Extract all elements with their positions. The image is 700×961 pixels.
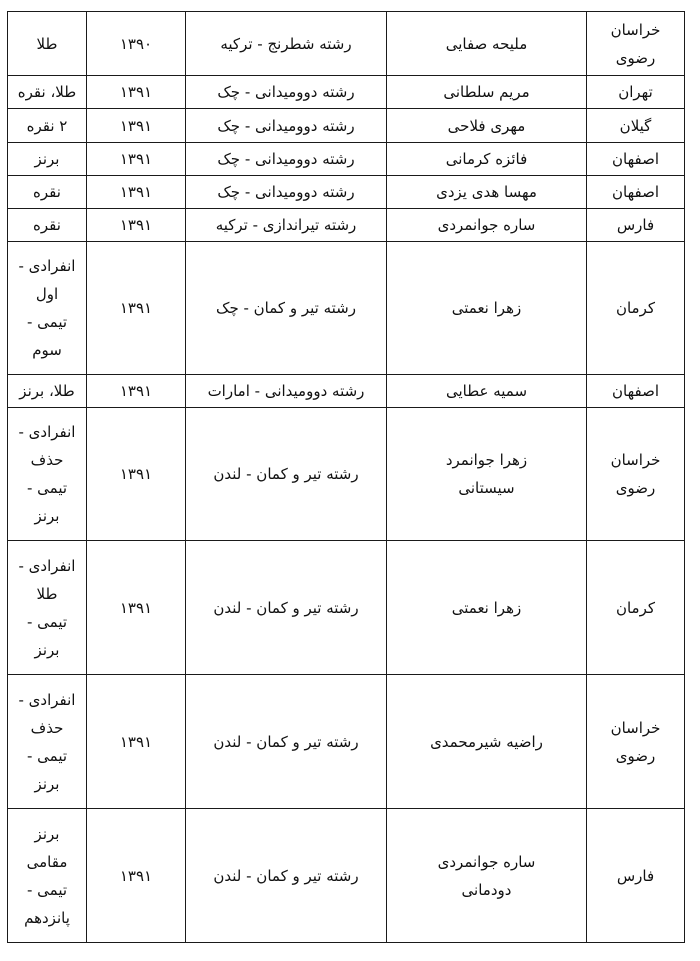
year-cell: ۱۳۹۱ — [87, 109, 186, 143]
athlete-name-cell: سمیه عطایی — [387, 375, 587, 408]
table-row — [8, 809, 685, 943]
province-cell: خراسان رضوی — [587, 675, 685, 809]
province-cell: فارس — [587, 209, 685, 242]
year-cell: ۱۳۹۱ — [87, 242, 186, 375]
athlete-name-cell: ساره جوانمردی — [387, 209, 587, 242]
medal-cell: انفرادی - طلا تیمی - برنز — [8, 541, 87, 675]
athlete-name-cell: ملیحه صفایی — [387, 12, 587, 76]
medal-cell: برنز مقامی تیمی - پانزدهم — [8, 809, 87, 943]
medal-cell: طلا، نقره — [8, 76, 87, 109]
athletes-medal-table — [7, 11, 685, 943]
event-cell: رشته دوومیدانی - چک — [186, 109, 387, 143]
athlete-name-cell: مهری فلاحی — [387, 109, 587, 143]
event-cell: رشته دوومیدانی - امارات — [186, 375, 387, 408]
medal-cell: طلا، برنز — [8, 375, 87, 408]
year-cell: ۱۳۹۱ — [87, 209, 186, 242]
athlete-name-cell: مریم سلطانی — [387, 76, 587, 109]
medal-cell: ۲ نقره — [8, 109, 87, 143]
table-row — [8, 76, 685, 109]
medal-cell: نقره — [8, 209, 87, 242]
medal-cell: انفرادی - حذف تیمی - برنز — [8, 408, 87, 541]
event-cell: رشته دوومیدانی - چک — [186, 176, 387, 209]
event-cell: رشته تیر و کمان - لندن — [186, 809, 387, 943]
table-row — [8, 541, 685, 675]
athlete-name-cell: راضیه شیرمحمدی — [387, 675, 587, 809]
table-row — [8, 12, 685, 76]
province-cell: گیلان — [587, 109, 685, 143]
table-row — [8, 675, 685, 809]
year-cell: ۱۳۹۱ — [87, 143, 186, 176]
province-cell: اصفهان — [587, 176, 685, 209]
province-cell: خراسان رضوی — [587, 408, 685, 541]
year-cell: ۱۳۹۱ — [87, 675, 186, 809]
event-cell: رشته دوومیدانی - چک — [186, 143, 387, 176]
table-row — [8, 375, 685, 408]
year-cell: ۱۳۹۱ — [87, 375, 186, 408]
athlete-name-cell: زهرا نعمتی — [387, 541, 587, 675]
athlete-name-cell: زهرا جوانمرد سیستانی — [387, 408, 587, 541]
event-cell: رشته تیر و کمان - لندن — [186, 541, 387, 675]
table-row — [8, 209, 685, 242]
event-cell: رشته تیر و کمان - چک — [186, 242, 387, 375]
province-cell: کرمان — [587, 242, 685, 375]
event-cell: رشته تیر و کمان - لندن — [186, 675, 387, 809]
province-cell: فارس — [587, 809, 685, 943]
athlete-name-cell: مهسا هدی یزدی — [387, 176, 587, 209]
table-row — [8, 176, 685, 209]
province-cell: خراسان رضوی — [587, 12, 685, 76]
year-cell: ۱۳۹۰ — [87, 12, 186, 76]
province-cell: کرمان — [587, 541, 685, 675]
year-cell: ۱۳۹۱ — [87, 176, 186, 209]
medal-cell: انفرادی - اول تیمی - سوم — [8, 242, 87, 375]
province-cell: اصفهان — [587, 375, 685, 408]
table-row — [8, 242, 685, 375]
table-row — [8, 143, 685, 176]
table-row — [8, 109, 685, 143]
medal-cell: برنز — [8, 143, 87, 176]
event-cell: رشته دوومیدانی - چک — [186, 76, 387, 109]
athlete-name-cell: زهرا نعمتی — [387, 242, 587, 375]
athlete-name-cell: ساره جوانمردی دودمانی — [387, 809, 587, 943]
province-cell: اصفهان — [587, 143, 685, 176]
event-cell: رشته شطرنج - ترکیه — [186, 12, 387, 76]
athlete-name-cell: فائزه کرمانی — [387, 143, 587, 176]
year-cell: ۱۳۹۱ — [87, 541, 186, 675]
year-cell: ۱۳۹۱ — [87, 408, 186, 541]
year-cell: ۱۳۹۱ — [87, 76, 186, 109]
province-cell: تهران — [587, 76, 685, 109]
table-row — [8, 408, 685, 541]
medal-cell: طلا — [8, 12, 87, 76]
year-cell: ۱۳۹۱ — [87, 809, 186, 943]
medal-cell: انفرادی - حذف تیمی - برنز — [8, 675, 87, 809]
event-cell: رشته تیراندازی - ترکیه — [186, 209, 387, 242]
medal-cell: نقره — [8, 176, 87, 209]
event-cell: رشته تیر و کمان - لندن — [186, 408, 387, 541]
